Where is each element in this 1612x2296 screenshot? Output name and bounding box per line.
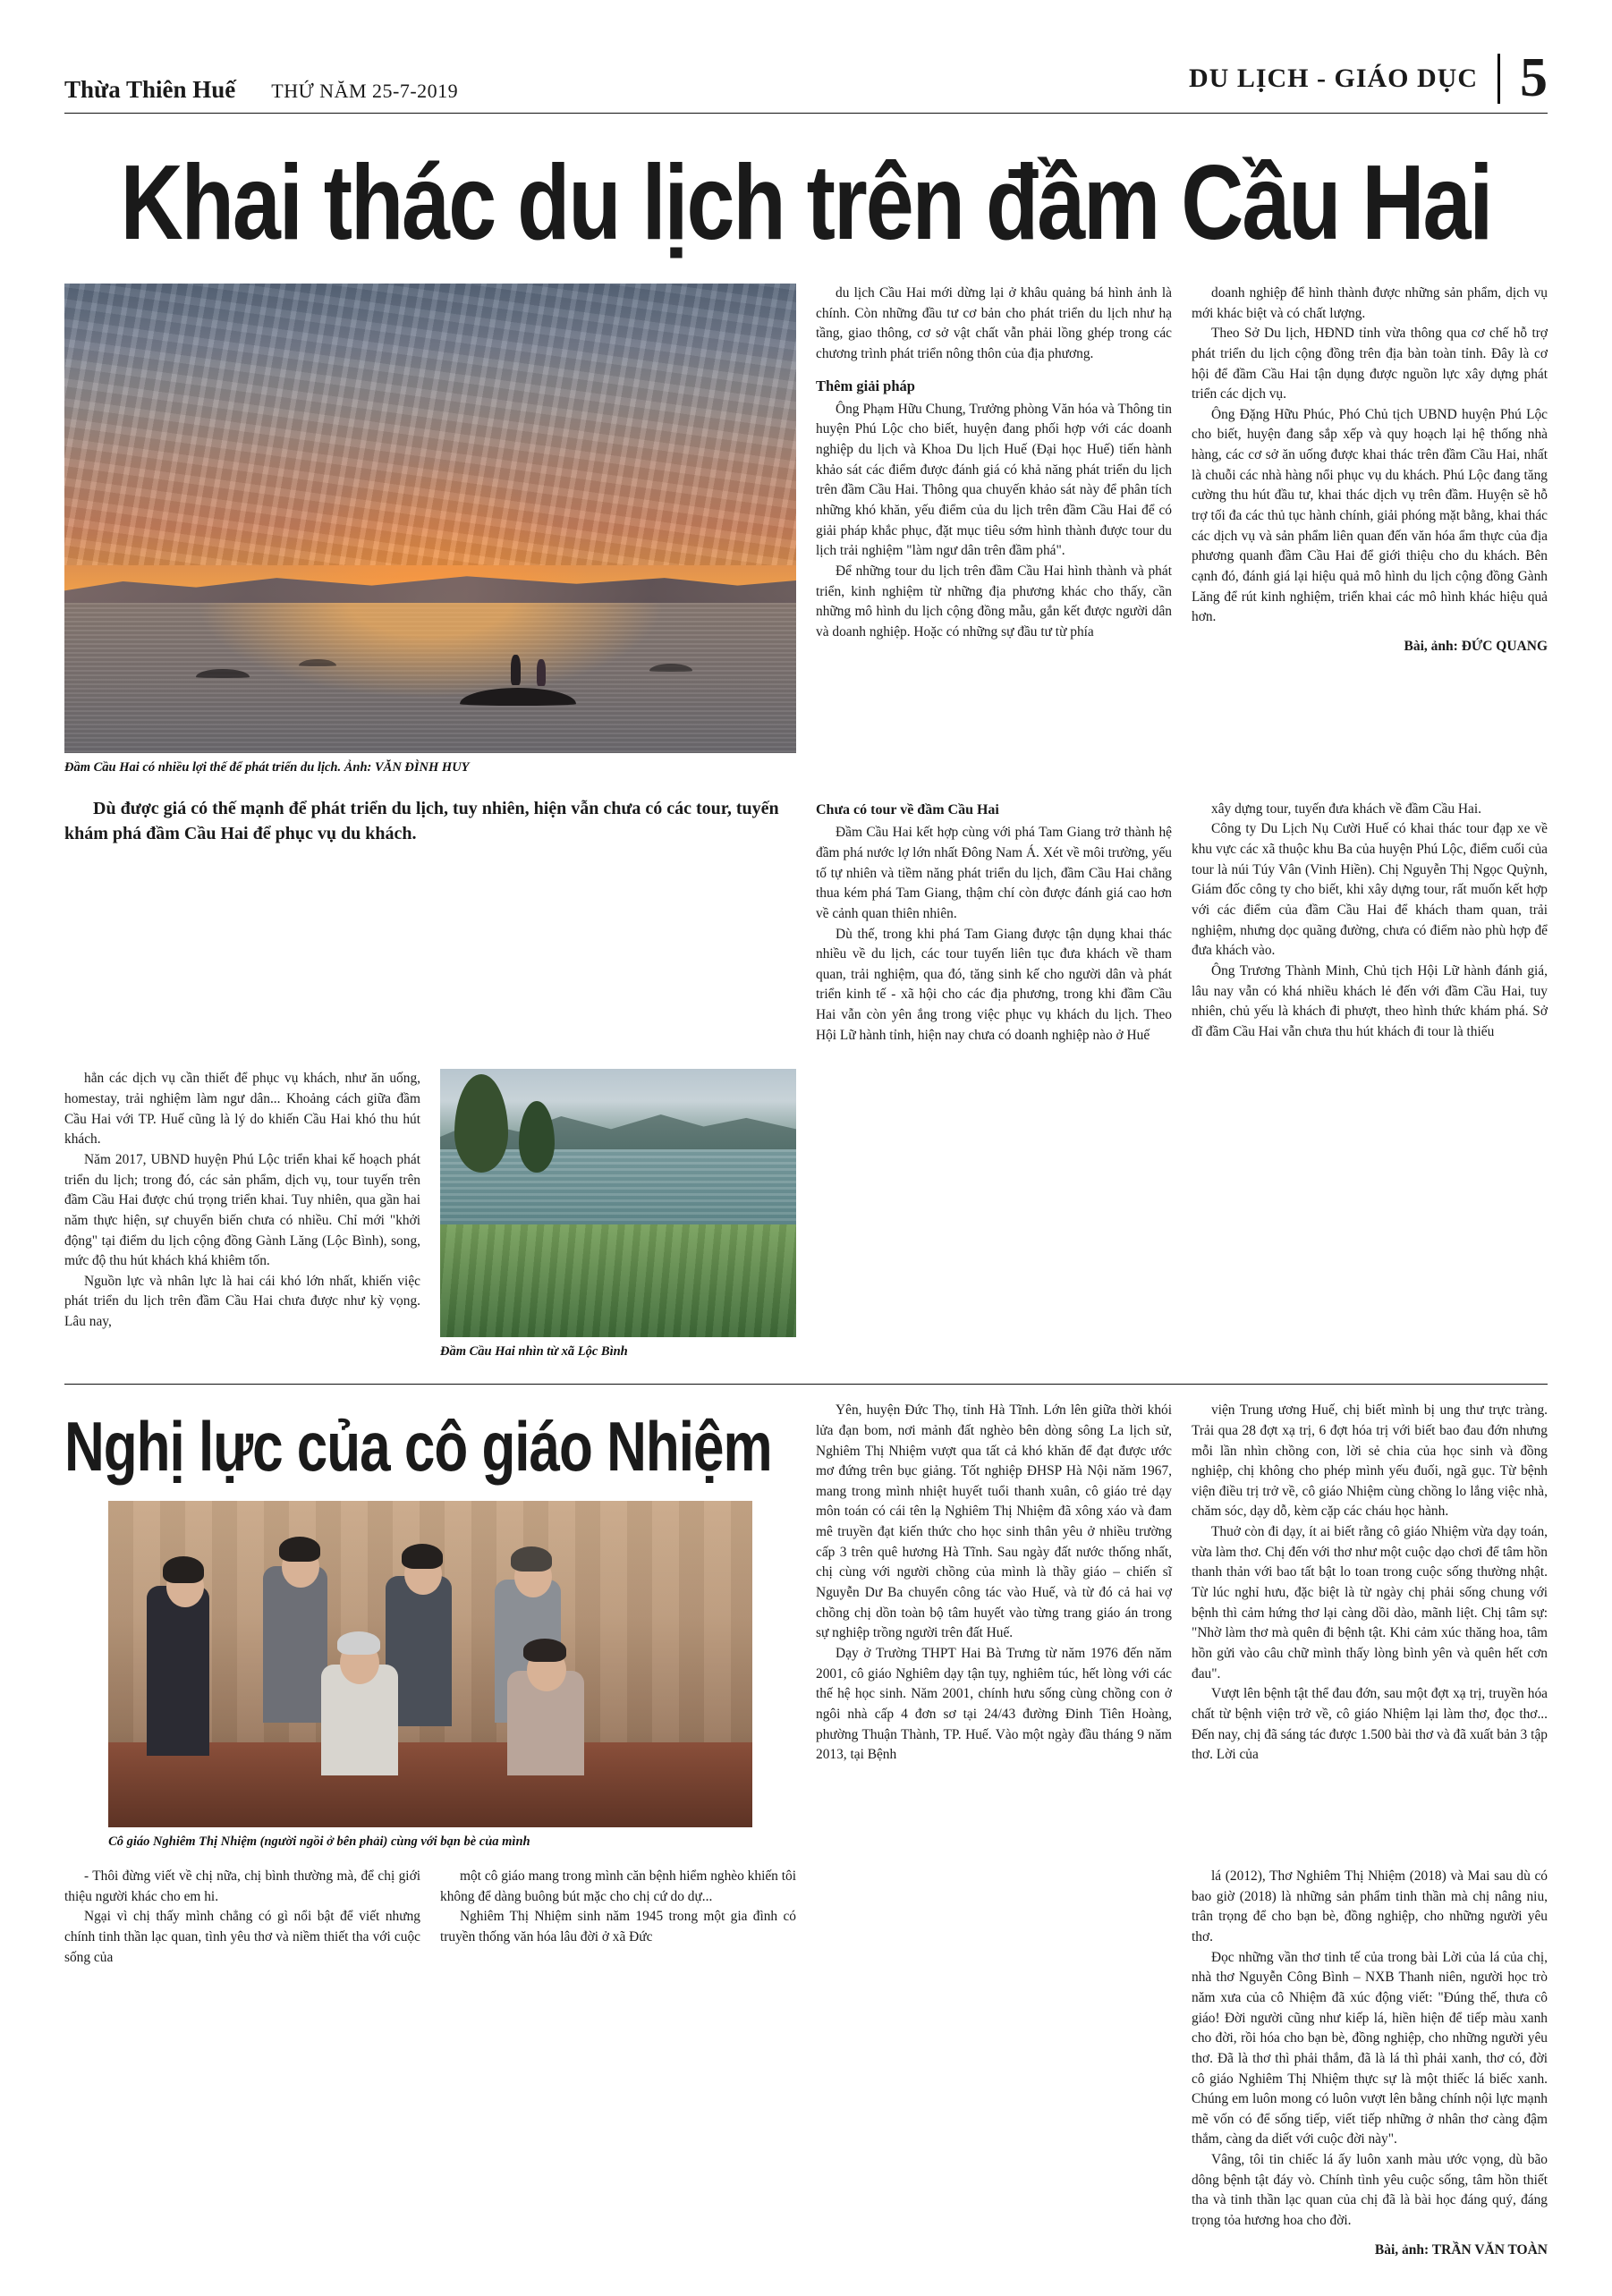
distant-hills xyxy=(64,565,796,607)
paragraph: Thuở còn đi dạy, ít ai biết rằng cô giáo Nhiệm vừa dạy toán, vừa làm thơ. Chị đến với thơ như một cuộc dạo chơi để tâm hồn thanh thản với bao tất bật lo toan trong cuộc sống thường nhật. Từ lúc nghỉ hưu, đặc biệt là từ ngày chị phải sống chung với bệnh thì cảm hứng thơ lại càng dồi dào, mãnh liệt. Chị tâm sự: "Nhờ làm thơ mà quên đi bệnh tật. Khi cảm xúc thăng hoa, tâm hồn gửi vào câu chữ mình thấy lòng bình yên và quên hết cơn đau". xyxy=(1192,1524,1548,1682)
masthead xyxy=(64,47,1548,109)
article1-subhead-1: Chưa có tour về đầm Cầu Hai xyxy=(816,801,999,818)
person-hair xyxy=(523,1639,566,1662)
article1-column-2b xyxy=(64,1069,420,1360)
issue-date: THỨ NĂM 25-7-2019 xyxy=(271,80,459,102)
article2-column-2 xyxy=(440,1867,796,2260)
article2-column-3 xyxy=(816,1401,1172,1851)
paragraph: Vượt lên bệnh tật thể đau đớn, sau một đợt xạ trị, truyền hóa chất từ bệnh viện trở về, cô giáo Nhiệm lại làm thơ, đọc thơ... Đến nay, chị đã sáng tác được 1.500 bài thơ và đã xuất bản 3 tập thơ. Lời của xyxy=(1192,1686,1548,1763)
paragraph: Công ty Du Lịch Nụ Cười Huế có khai thác tour đạp xe về khu vực các xã thuộc khu Ba của huyện Phú Lộc, điểm cuối của tour là núi Túy Vân (Vinh Hiền). Chị Nguyễn Thị Ngọc Quỳnh, Giám đốc công ty cho biết, khi xây dựng tour, rất muốn kết hợp với các điểm của đầm Cầu Hai để khách tham quan, trải nghiệm, nhưng dọc quãng đường, chưa có điểm nào phù hợp để đưa khách vào. xyxy=(1192,821,1548,959)
paragraph: Đầm Cầu Hai kết hợp cùng với phá Tam Giang trở thành hệ đầm phá nước lợ lớn nhất Đông Nam Á. Xét về môi trường, yếu tố tự nhiên và tiềm năng phát triển du lịch, đầm Cầu Hai chẳng thua kém phá Tam Giang, thậm chí còn được đánh giá cao hơn về cảnh quan thiên nhiên. xyxy=(816,825,1172,921)
paragraph: lá (2012), Thơ Nghiêm Thị Nhiệm (2018) và Mai sau dù có bao giờ (2018) là những sản phẩm tinh thần mà chị nâng niu, trân trọng để cho bạn bè, đồng nghiệp, cho những người yêu thơ. xyxy=(1192,1868,1548,1945)
person xyxy=(147,1586,209,1756)
paragraph: Năm 2017, UBND huyện Phú Lộc triển khai kế hoạch phát triển du lịch; trong đó, các sản phẩm, dịch vụ, tour tuyến trên đầm Cầu Hai được chú trọng triển khai. Tuy nhiên, qua gần hai năm thực hiện, sự chuyển biến chưa có nhiều. Chỉ mới "khởi động" tại điểm du lịch cộng đồng Gành Lăng (Lộc Bình), song, mức độ thu hút khách khá khiêm tốn. xyxy=(64,1151,420,1269)
paragraph: xây dựng tour, tuyến đưa khách về đầm Cầu Hai. xyxy=(1211,801,1481,817)
article2-photo-caption: Cô giáo Nghiêm Thị Nhiệm (người ngồi ở bên phải) cùng với bạn bè của mình xyxy=(108,1834,530,1850)
tree xyxy=(519,1101,555,1173)
person-hair xyxy=(402,1544,443,1569)
article1-photo-block xyxy=(64,284,796,776)
article2-column-5-spacer xyxy=(816,1867,1172,2260)
paragraph: Nghiêm Thị Nhiệm sinh năm 1945 trong một gia đình có truyền thống văn hóa lâu đời ở xã Đức xyxy=(440,1909,796,1945)
article1-column-1 xyxy=(816,800,1172,1046)
article1-byline: Bài, ảnh: ĐỨC QUANG xyxy=(1404,638,1548,654)
paragraph: viện Trung ương Huế, chị biết mình bị ung thư trực tràng. Trải qua 28 đợt xạ trị, 6 đợt hóa trị với biết bao đau đớn nhưng mỗi lần nhìn chồng con, lời sẻ chia của học sinh và đồng nghiệp, chị không cho phép mình yếu đuối, ngã gục. Từ bệnh viện điều trị trở về, cô giáo Nhiệm cùng chồng lo lắng việc nhà, chăm sóc, dạy dỗ, kèm cặp các cháu học hành. xyxy=(1192,1402,1548,1520)
person-hair xyxy=(279,1537,320,1562)
paragraph: Ông Trương Thành Minh, Chủ tịch Hội Lữ hành đánh giá, lâu nay vẫn có khá nhiều khách lẻ đến với đầm Cầu Hai, tuy nhiên, chủ yếu là khách đi phượt, theo hình thức khám phá. Sở dĩ đầm Cầu Hai vẫn chưa thu hút khách đi tour là thiếu xyxy=(1192,962,1548,1039)
article2-headline: Nghị lực của cô giáo Nhiệm xyxy=(64,1409,772,1487)
page-number: 5 xyxy=(1520,47,1548,109)
article1-column-3 xyxy=(816,284,1172,776)
lagoon-water xyxy=(64,603,796,753)
paragraph: Nguồn lực và nhân lực là hai cái khó lớn nhất, khiến việc phát triển du lịch trên đầm Cầu Hai chưa được như kỳ vọng. Lâu nay, xyxy=(64,1273,420,1330)
paragraph: du lịch Cầu Hai mới dừng lại ở khâu quảng bá hình ảnh là chính. Còn những đầu tư cơ bản cho phát triển du lịch như hạ tầng, giao thông, cơ sở vật chất vẫn phải lồng ghép trong các chương trình phát triển nông thôn của địa phương. xyxy=(816,285,1172,361)
article1-headline: Khai thác du lịch trên đầm Cầu Hai xyxy=(120,142,1492,262)
article2-column-4 xyxy=(1192,1401,1548,1851)
article1 xyxy=(64,284,1548,1360)
headline-2-wrap xyxy=(64,1401,796,1487)
paragraph: Để những tour du lịch trên đầm Cầu Hai hình thành và phát triển, kinh nghiệm từ những địa phương khác cho thấy, cần những mô hình du lịch cộng đồng mẫu, gắn kết được người dân và doanh nghiệp. Hoặc có những sự đầu tư từ phía xyxy=(816,563,1172,640)
photo-co-giao-nhiem xyxy=(108,1501,752,1827)
paragraph: Dạy ở Trường THPT Hai Bà Trưng từ năm 1976 đến năm 2001, cô giáo Nghiêm dạy tận tụy, nghiêm túc, hết lòng với các thế hệ học sinh. Năm 2001, chính hưu sống cùng chồng con ở ngôi nhà cấp 4 đơn sơ tại 24/43 đường Đinh Tiên Hoàng, phường Thuận Thành, TP. Huế. Vào một ngày đầu tháng 9 năm 2013, tại Bệnh xyxy=(816,1645,1172,1763)
rice-field xyxy=(440,1224,796,1337)
cloud-texture xyxy=(64,284,796,565)
article2-column-5 xyxy=(1192,1867,1548,2260)
headline-1-wrap xyxy=(64,142,1548,284)
person-hair xyxy=(511,1546,552,1572)
tree xyxy=(454,1074,508,1173)
article-divider xyxy=(64,1384,1548,1385)
person-hair xyxy=(163,1556,204,1583)
fisherman-figure xyxy=(537,659,546,686)
masthead-left xyxy=(64,76,458,104)
person xyxy=(263,1566,327,1723)
paragraph: - Thôi đừng viết về chị nữa, chị bình thường mà, để chị giới thiệu người khác cho em hi. xyxy=(64,1868,420,1904)
paragraph: Dù thế, trong khi phá Tam Giang được tận dụng khai thác nhiều về du lịch, các tour tuyến liên tục đưa khách về tham quan, trải nghiệm, qua đó, tăng sinh kế cho người dân và phát triển kinh tế - xã hội cho các địa phương, trong khi đầm Cầu Hai vẫn còn yên ắng trong việc phục vụ khách du lịch. Theo Hội Lữ hành tỉnh, hiện nay chưa có doanh nghiệp nào ở Huế xyxy=(816,926,1172,1043)
paragraph: Theo Sở Du lịch, HĐND tỉnh vừa thông qua cơ chế hỗ trợ phát triển du lịch cộng đồng trên địa bàn toàn tỉnh. Đây là cơ hội để đầm Cầu Hai tận dụng được nguồn lực xây dựng phát triển các dịch vụ. xyxy=(1192,326,1548,402)
article1-photo-caption: Đầm Cầu Hai có nhiều lợi thế để phát triển du lịch. Ảnh: VĂN ĐÌNH HUY xyxy=(64,760,470,775)
photo-dam-cau-hai-loc-binh xyxy=(440,1069,796,1337)
article1-photo2-caption: Đầm Cầu Hai nhìn từ xã Lộc Bình xyxy=(440,1344,628,1360)
fisherman-figure xyxy=(511,655,521,685)
paragraph: Yên, huyện Đức Thọ, tỉnh Hà Tĩnh. Lớn lên giữa thời khói lửa đạn bom, nơi mảnh đất nghèo bên dòng sông La lịch sử, Nghiêm Thị Nhiệm vượt qua tất cả khó khăn để đạt được ước mơ đứng trên bục giảng. Tốt nghiệp ĐHSP Hà Nội năm 1967, mang trong mình nhiệt huyết tuổi thanh xuân, cô giáo trẻ dạy môn toán có cái tên lạ Nghiêm Thị Nhiệm đã xông xáo và đam mê truyền đạt kiến thức cho học sinh thân yêu ở nhiều trường cấp 3 trên quê hương Hà Tĩnh. Sau ngày đất nước thống nhất, chị cùng với người chồng của mình là thầy giáo – chiến sĩ Nguyễn Dư Ba chuyển công tác vào Huế, và từ đó cả hai vợ chồng chị dồn toàn bộ tâm huyết vào từng trang giáo án trong sự nghiệp trồng người trên đất Huế. xyxy=(816,1402,1172,1641)
paragraph: hẳn các dịch vụ cần thiết để phục vụ khách, như ăn uống, homestay, trải nghiệm làm ngư dân... Khoảng cách giữa đầm Cầu Hai với TP. Huế cũng là lý do khiến Cầu Hai khó thu hút khách. xyxy=(64,1071,420,1148)
section-title: DU LỊCH - GIÁO DỤC xyxy=(1188,64,1478,93)
article1-column-4 xyxy=(1192,284,1548,776)
paragraph: Ngại vì chị thấy mình chẳng có gì nổi bật để viết nhưng chính tinh thần lạc quan, tình yêu thơ và niềm thiết tha với cuộc sống của xyxy=(64,1909,420,1965)
masthead-rule xyxy=(64,113,1548,114)
paragraph: doanh nghiệp để hình thành được những sản phẩm, dịch vụ mới khác biệt và có chất lượng. xyxy=(1192,285,1548,321)
person-hair xyxy=(337,1631,380,1655)
article2-left-block xyxy=(64,1401,796,1851)
boat-icon xyxy=(649,664,692,672)
divider xyxy=(1497,54,1500,104)
article1-subhead-2: Thêm giải pháp xyxy=(816,377,915,394)
photo-dam-cau-hai-sunset xyxy=(64,284,796,753)
article2-byline: Bài, ảnh: TRẦN VĂN TOÀN xyxy=(1374,2241,1548,2258)
paragraph: Ông Đặng Hữu Phúc, Phó Chủ tịch UBND huyện Phú Lộc cho biết, huyện đang sắp xếp và quy hoạch lại hệ thống nhà hàng, các cơ sở ăn uống được khai thác trên đầm Cầu Hai, nhất là chuỗi các nhà hàng nổi phục vụ du khách. Phú Lộc đang tăng cường thu hút đầu tư, khai thác dịch vụ trên đầm. Huyện sẽ hỗ trợ tối đa các thủ tục hành chính, giải phóng mặt bằng, khai thác các dịch vụ và sản phẩm liên quan đến văn hóa ẩm thực của địa phương quanh đầm Cầu Hai để giới thiệu cho du khách. Bên cạnh đó, đánh giá lại hiệu quả mô hình du lịch cộng đồng Gành Lăng để rút kinh nghiệm, triển khai các mô hình khác hiệu quả hơn. xyxy=(1192,406,1548,625)
paragraph: Đọc những vần thơ tinh tế của trong bài Lời của lá của chị, nhà thơ Nguyễn Công Bình – NXB Thanh niên, người học trò năm xưa của cô Nhiệm đã xúc động viết: "Đúng thế, thưa cô giáo! Đời người cũng như kiếp lá, hiền hiện để tiếp màu xanh cho đời, rồi hóa cho bạn bè, đồng nghiệp, cho những người yêu thơ. Đã là thơ thì phải thắm, đã là lá thì phải xanh, thơ có, đời cô giáo Nghiêm Thị Nhiệm thực sự là một thiếc lá biếc xanh. Chúng em luôn mong có luôn vượt lên bằng chính nội lực mạnh mẽ vốn có để sống tiếp, viết tiếp những ở nhân thơ càng đậm thắm, càng da diết với cuộc đời này". xyxy=(1192,1949,1548,2148)
masthead-right xyxy=(1188,47,1548,109)
article1-photo2-block xyxy=(440,1069,796,1360)
paragraph: Ông Phạm Hữu Chung, Trưởng phòng Văn hóa và Thông tin huyện Phú Lộc cho biết, huyện đang phối hợp với các doanh nghiệp du lịch và Khoa Du lịch Huế (Đại học Huế) tiến hành khảo sát các điểm được đánh giá có khả năng phát triển du lịch trên đầm Cầu Hai. Thông qua chuyến khảo sát này để phân tích những khó khăn, yếu điểm của du lịch trên đầm Cầu Hai để có giải pháp khắc phục, đặt mục tiêu sớm hình thành được tour du lịch trải nghiệm "làm ngư dân trên đầm phá". xyxy=(816,401,1172,559)
paragraph: một cô giáo mang trong mình căn bệnh hiểm nghèo khiến tôi không để dàng buông bút mặc cho chị cứ do dự... xyxy=(440,1868,796,1904)
boat-icon xyxy=(299,659,336,666)
paragraph: Vâng, tôi tin chiếc lá ấy luôn xanh màu ước vọng, dù bão dông bệnh tật đáy vò. Chính tình yêu cuộc sống, tâm hồn thiết tha và tinh thần lạc quan của chị đã là bài học đáng quý, đáng trọng tỏa hương hoa cho đời. xyxy=(1192,2152,1548,2228)
paper-name: Thừa Thiên Huế xyxy=(64,76,236,103)
article2-column-1 xyxy=(64,1867,420,2260)
article1-column-2 xyxy=(1192,800,1548,1046)
article2 xyxy=(64,1401,1548,2260)
article1-lead: Dù được giá có thế mạnh để phát triển du lịch, tuy nhiên, hiện vẫn chưa có các tour, tuyến khám phá đầm Cầu Hai để phục vụ du khách. xyxy=(64,798,779,844)
